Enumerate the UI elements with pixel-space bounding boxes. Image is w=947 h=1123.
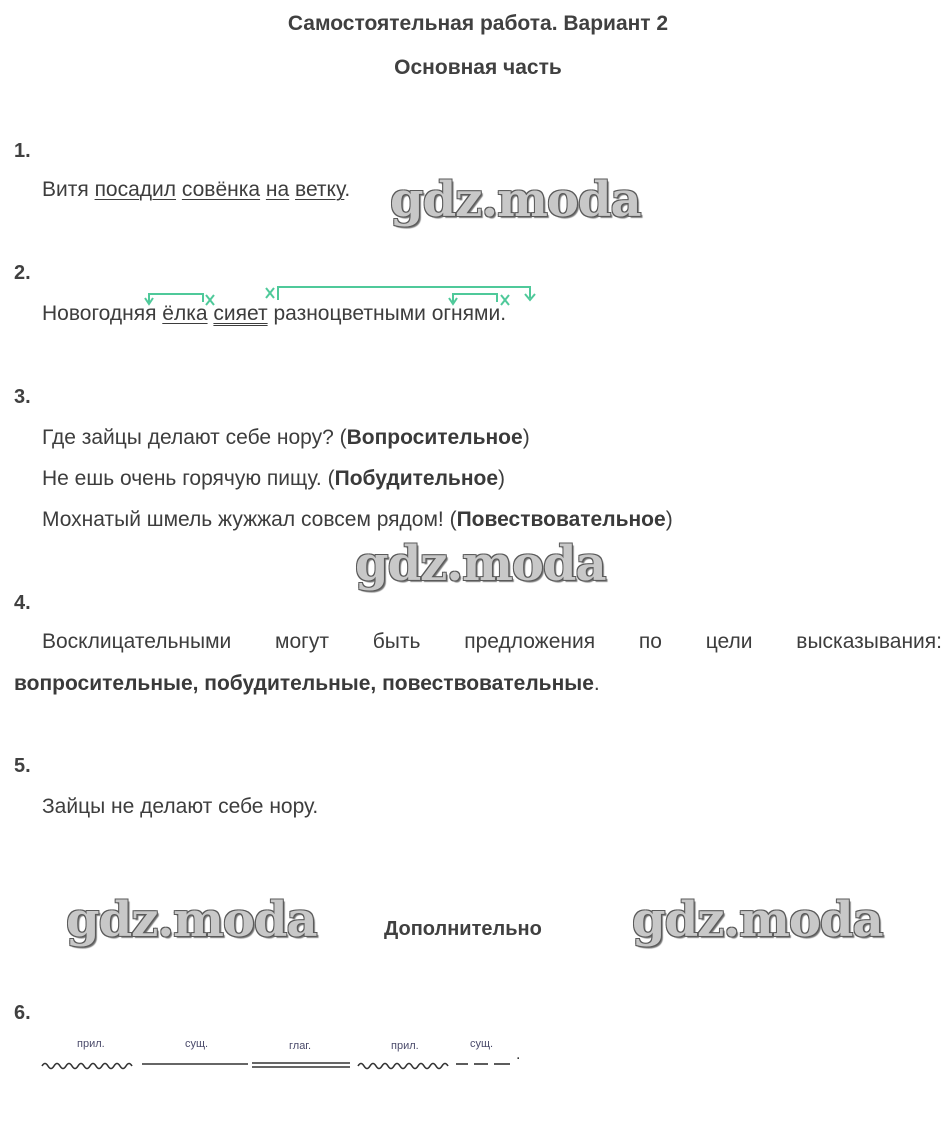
watermark-logo: gdz.moda	[66, 892, 317, 948]
watermark-logo: gdz.moda	[632, 892, 883, 948]
word-sovenka: совёнка	[181, 178, 261, 201]
page-subtitle: Основная часть	[394, 56, 562, 79]
answer-bold: вопросительные, побудительные, повествовательные	[14, 672, 594, 695]
task-3-line-3	[42, 508, 673, 532]
task-number-1: 1.	[14, 140, 31, 162]
paren-close: )	[665, 508, 673, 531]
paren-close: )	[498, 467, 506, 490]
paren-close: )	[522, 426, 530, 449]
task-3-line-1	[42, 426, 530, 450]
watermark-logo: gdz.moda	[390, 172, 641, 228]
word-elka-subject: ёлка	[162, 302, 208, 325]
task-number-6: 6.	[14, 1002, 31, 1024]
sentence-type: Вопросительное	[346, 426, 523, 449]
pos-label-noun-2: сущ.	[470, 1038, 494, 1050]
arrow-bracket-elka	[149, 294, 203, 302]
pos-label-verb: глаг.	[289, 1040, 312, 1052]
sentence-rest: разноцветными огнями.	[267, 302, 507, 325]
sentence-type: Побудительное	[334, 467, 499, 490]
task-number-3: 3.	[14, 386, 31, 408]
word-siyaet-predicate: сияет	[213, 302, 268, 325]
task-1-sentence	[42, 178, 350, 202]
word-vetku: ветку	[295, 178, 345, 201]
section-title-extra: Дополнительно	[384, 918, 542, 940]
sentence-type: Повествовательное	[456, 508, 666, 531]
word-vitya: Витя	[42, 178, 95, 201]
sentence-end: .	[344, 178, 351, 201]
task-4-paragraph	[14, 621, 942, 705]
sentence-text: Мохнатый шмель жужжал совсем рядом! (	[42, 508, 457, 531]
pos-label-noun-1: сущ.	[185, 1038, 209, 1050]
word-na: на	[265, 178, 290, 201]
sentence-end: .	[593, 672, 600, 695]
task-number-4: 4.	[14, 592, 31, 614]
task-4-answer	[14, 672, 600, 695]
task-5-sentence: Зайцы не делают себе нору.	[42, 795, 319, 818]
page-title: Самостоятельная работа. Вариант 2	[287, 12, 669, 35]
task-4-line-1: Восклицательными могут быть предложения по цели высказывания:	[42, 630, 942, 653]
task-2-sentence	[42, 302, 506, 326]
sentence-text: Не ешь очень горячую пищу. (	[42, 467, 335, 490]
task-number-2: 2.	[14, 262, 31, 284]
word-posadil: посадил	[94, 178, 177, 201]
wavy-line-adjective-1	[42, 1064, 132, 1069]
pos-label-adjective-1: прил.	[77, 1038, 105, 1050]
diagram-end-dot: .	[516, 1046, 521, 1063]
task-3-line-2	[42, 467, 505, 491]
sentence-parts-diagram	[38, 1054, 528, 1074]
sentence-text: Где зайцы делают себе нору? (	[42, 426, 347, 449]
pos-label-adjective-2: прил.	[391, 1040, 419, 1052]
task-number-5: 5.	[14, 755, 31, 777]
watermark-logo: gdz.moda	[355, 536, 606, 592]
wavy-line-adjective-2	[358, 1064, 448, 1069]
word-novogodnyaya: Новогодняя	[42, 302, 163, 325]
arrow-bracket-raznotsvetnymi	[453, 294, 497, 302]
